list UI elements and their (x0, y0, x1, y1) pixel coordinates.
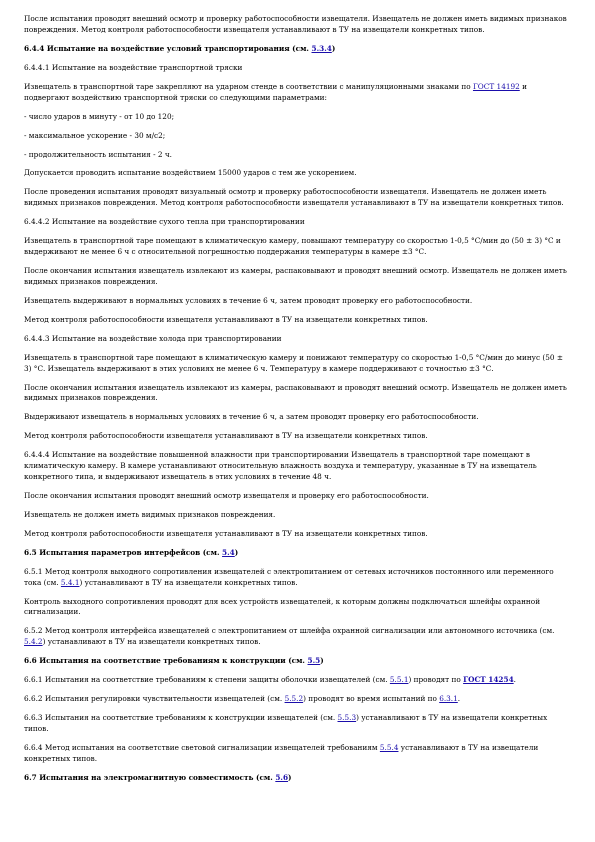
paragraph: Допускается проводить испытание воздействием 15000 ударов с тем же ускорением. (24, 168, 357, 178)
paragraph: Метод контроля работоспособности извещателя устанавливают в ТУ на извещатели конкретных типов. (24, 431, 428, 441)
paragraph: 6.6.3 Испытания на соответствие требованиям к конструкции извещателей (см. 5.5.3) устанавливают в ТУ на извещатели конкретных типов. (24, 713, 548, 733)
ref-link-5-5-3[interactable]: 5.5.3 (337, 713, 357, 723)
ref-link-5-5-1[interactable]: 5.5.1 (389, 675, 409, 685)
paragraph: После проведения испытания проводят визуальный осмотр и проверку работоспособности извещателя. Извещатель не должен иметь видимых признаков повреждения. Метод контроля работоспособности извещателя устанавливают в ТУ на извещатели конкретных типов. (24, 187, 564, 208)
paragraph-6-4-4-4: 6.4.4.4 Испытание на воздействие повышенной влажности при транспортировании Извещатель в транспортной таре помещают в климатическую камеру. В камере устанавливают относительную влажность воздуха и температуру, указанные в ТУ на извещатель конкретного типа, и выдерживают извещатель в этих условиях в течение 48 ч. (24, 450, 537, 481)
paragraph: Извещатель в транспортной таре помещают в климатическую камеру, повышают температуру со скоростью 1-0,5 °С/мин до (50 ± 3) °С и выдерживают не менее 6 ч с относительной погрешностью поддержания температуры в камере ±3 °С. (24, 236, 561, 257)
paragraph: 6.6.2 Испытания регулировки чувствительности извещателей (см. 5.5.2) проводят во время испытаний по 6.3.1. (24, 694, 461, 704)
paragraph: После окончания испытания проводят внешний осмотр извещателя и проверку его работоспособности. (24, 490, 429, 500)
subsection-title-6-4-4-3: 6.4.4.3 Испытание на воздействие холода при транспортировании (24, 333, 282, 343)
ref-link-gost-14192[interactable]: ГОСТ 14192 (472, 81, 520, 91)
section-heading-6-5: 6.5 Испытания параметров интерфейсов (см. 5.4) (24, 547, 239, 557)
paragraph: После окончания испытания извещатель извлекают из камеры, распаковывают и проводят внешний осмотр. Извещатель не должен иметь видимых признаков повреждения. (24, 382, 567, 403)
paragraph: 6.6.4 Метод испытания на соответствие световой сигнализации извещателей требованиям 5.5.4 устанавливают в ТУ на извещатели конкретных типов. (24, 742, 539, 763)
ref-link-5-5[interactable]: 5.5 (307, 656, 321, 666)
subsection-title-6-4-4-1: 6.4.4.1 Испытание на воздействие транспортной тряски (24, 62, 243, 72)
document-page (24, 14, 572, 792)
paragraph: Извещатель не должен иметь видимых признаков повреждения. (24, 509, 276, 519)
ref-link-5-4-1[interactable]: 5.4.1 (60, 577, 80, 587)
ref-link-5-5-4[interactable]: 5.5.4 (379, 742, 399, 752)
paragraph: Метод контроля работоспособности извещателя устанавливают в ТУ на извещатели конкретных типов. (24, 528, 428, 538)
section-heading-6-6: 6.6 Испытания на соответствие требованиям к конструкции (см. 5.5) (24, 656, 324, 666)
ref-link-5-4-2[interactable]: 5.4.2 (24, 637, 43, 647)
paragraph: Извещатель в транспортной таре помещают в климатическую камеру и понижают температуру со скоростью 1-0,5 °С/мин до минус (50 ± 3) °С. Извещатель выдерживают в этих условиях не менее 6 ч. Температуру в камере поддерживают с точностью ±3 °С. (24, 352, 563, 373)
section-heading-6-7: 6.7 Испытания на электромагнитную совместимость (см. 5.6) (24, 772, 292, 782)
section-heading-6-4-4: 6.4.4 Испытание на воздействие условий транспортирования (см. 5.3.4) (24, 43, 336, 53)
ref-link-6-3-1[interactable]: 6.3.1 (439, 694, 458, 704)
ref-link-5-6[interactable]: 5.6 (275, 772, 289, 782)
list-item: - продолжительность испытания - 2 ч. (24, 149, 172, 159)
paragraph: 6.5.1 Метод контроля выходного сопротивления извещателей с электропитанием от сетевых источников постоянного или переменного тока (см. 5.4.1) устанавливают в ТУ на извещатели конкретных типов. (24, 566, 554, 587)
paragraph: Извещатель выдерживают в нормальных условиях в течение 6 ч, затем проводят проверку его работоспособности. (24, 295, 473, 305)
ref-link-5-3-4[interactable]: 5.3.4 (311, 43, 332, 53)
list-item: - максимальное ускорение - 30 м/с2; (24, 130, 166, 140)
ref-link-gost-14254[interactable]: ГОСТ 14254 (463, 675, 514, 685)
paragraph: После испытания проводят внешний осмотр и проверку работоспособности извещателя. Извещатель не должен иметь видимых признаков повреждения. Метод контроля работоспособности извещателя устанавливают в ТУ на извещатели конкретных типов. (24, 14, 567, 34)
paragraph: 6.6.1 Испытания на соответствие требованиям к степени защиты оболочки извещателей (см. 5.5.1) проводят по ГОСТ 14254. (24, 675, 516, 685)
paragraph: Выдерживают извещатель в нормальных условиях в течение 6 ч, а затем проводят проверку его работоспособности. (24, 412, 479, 422)
paragraph: Контроль выходного сопротивления проводят для всех устройств извещателей, к которым должны подключаться шлейфы охранной сигнализации. (24, 596, 541, 617)
paragraph: Метод контроля работоспособности извещателя устанавливают в ТУ на извещатели конкретных типов. (24, 314, 428, 324)
paragraph: 6.5.2 Метод контроля интерфейса извещателей с электропитанием от шлейфа охранной сигнализации или автономного источника (см. 5.4.2) устанавливают в ТУ на извещатели конкретных типов. (24, 626, 555, 647)
ref-link-5-4[interactable]: 5.4 (222, 547, 235, 557)
paragraph: Извещатель в транспортной таре закрепляют на ударном стенде в соответствии с манипуляционными знаками по ГОСТ 14192 и подвергают воздействию транспортной тряски со следующими параметрами: (24, 81, 527, 102)
ref-link-5-5-2[interactable]: 5.5.2 (284, 694, 304, 704)
subsection-title-6-4-4-2: 6.4.4.2 Испытание на воздействие сухого тепла при транспортировании (24, 217, 305, 227)
list-item: - число ударов в минуту - от 10 до 120; (24, 111, 175, 121)
paragraph: После окончания испытания извещатель извлекают из камеры, распаковывают и проводят внешний осмотр. Извещатель не должен иметь видимых признаков повреждения. (24, 266, 567, 286)
